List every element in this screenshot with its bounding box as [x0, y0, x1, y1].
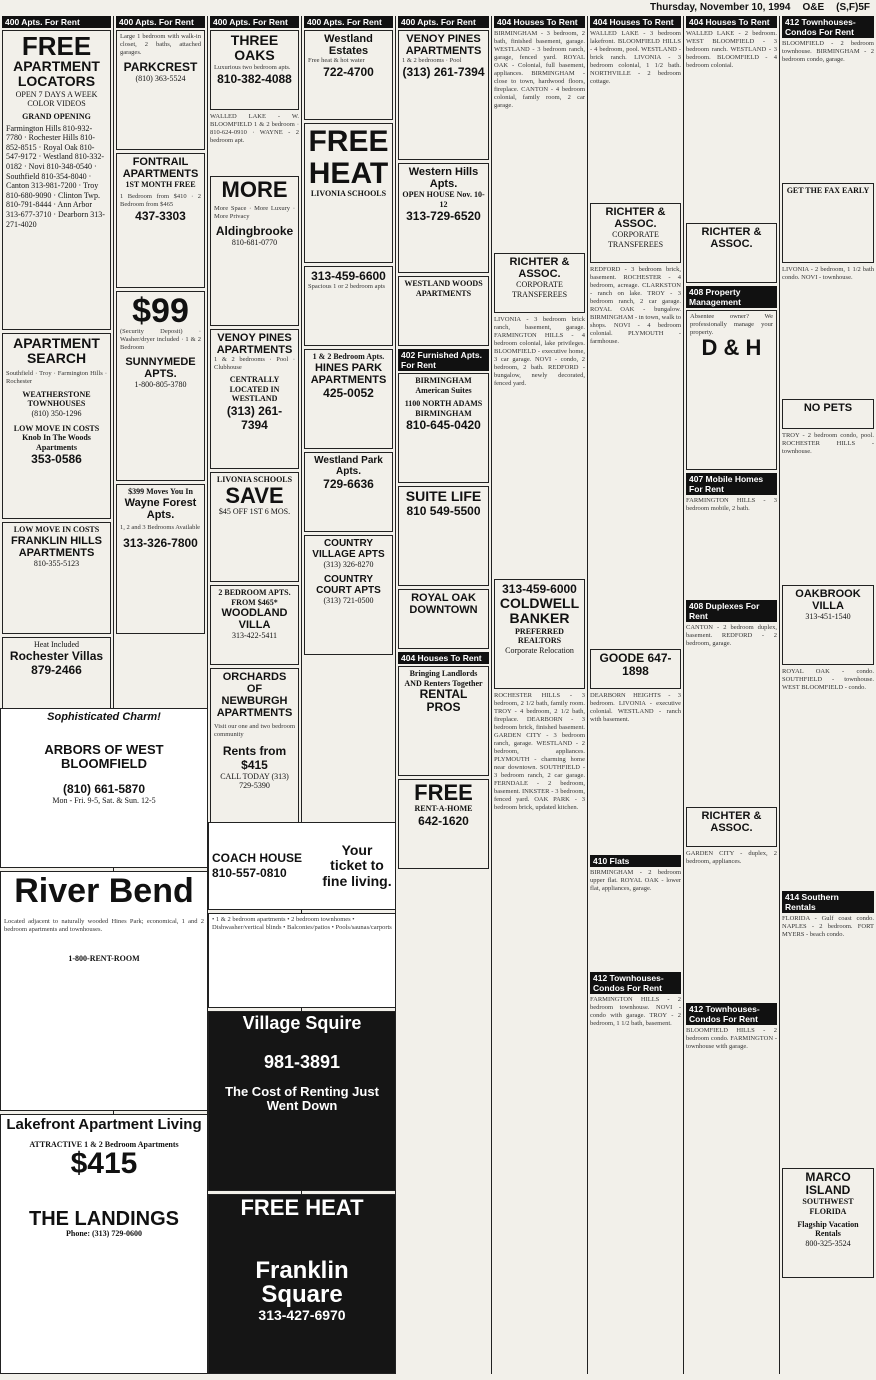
- sunnymede-price: $99: [132, 292, 189, 330]
- house-listings-5: REDFORD - 3 bedroom brick, basement. ROCHESTER - 4 bedroom, acreage. CLARKSTON - ranch on lake. TROY - 3 bedroom ranch, 2 car garage. ROYAL OAK - bungalow. BIRMINGHAM - in town, walk to shops. NOVI - 4 bedroom colonial. PLYMOUTH - farmhouse.: [590, 266, 681, 345]
- flagship-name: Flagship Vacation Rentals: [797, 1219, 859, 1239]
- venoy2-name: VENOY PINES APARTMENTS: [405, 33, 482, 58]
- condo-listings-5: ROYAL OAK - condo. SOUTHFIELD - townhouse. WEST BLOOMFIELD - condo.: [782, 668, 874, 691]
- column-3: 400 Apts. For Rent THREE OAKS Luxurious two bedroom apts. 810-382-4088 WALLED LAKE - W. BLOOMFIELD 1 & 2 bedroom · 810-624-0910 · WAYNE - 2 bedroom apt. MORE More Space · More Luxury · More Privacy Aldingbrooke 810-681-0770 VENOY PINES APARTMENTS 1 & 2 bedrooms · Pool · Clubhouse CENTRALLY LOCATED IN WESTLAND (313) 261-7394 LIVONIA SCHOOLS SAVE $45 OFF 1ST 6 MOS. 2 BEDROOM APTS. FROM $465* WOODLAND VILLA 313-422-5411 ORCHARDS OF NEWBURGH APARTMENTS Visit our one and two bedroom community Rents from $415 CALL TODAY (313) 729-5390: [208, 16, 302, 1374]
- royal-oak-heading: ROYAL OAK DOWNTOWN: [409, 592, 478, 617]
- duplex-listings-2: GARDEN CITY - duplex, 2 bedroom, appliances.: [686, 850, 777, 865]
- duplexes-header: 408 Duplexes For Rent: [686, 600, 777, 622]
- landings-phone: Phone: (313) 729-0600: [66, 1229, 142, 1239]
- livonia-save-ad: [210, 472, 299, 582]
- your-ticket: Your ticket to fine living.: [322, 841, 392, 889]
- house-listings-1: BIRMINGHAM - 3 bedroom, 2 bath, finished basement, garage. WESTLAND - 3 bedroom ranch, garage, fenced yard. ROYAL OAK - Colonial, full basement, appliances. BIRMINGHAM - close to town, hardwood floors, fireplace. CANTON - 4 bedroom colonial, family room, 2 car garage.: [494, 30, 585, 109]
- preferred-realtors: PREFERRED REALTORS: [515, 626, 564, 646]
- hines-phone: 425-0052: [323, 385, 374, 400]
- parkcrest-phone: (810) 363-5524: [135, 74, 186, 84]
- franklin-square-ad: [208, 1194, 396, 1374]
- low-move-heading: LOW MOVE IN COSTS: [13, 423, 100, 433]
- locators-heading: APARTMENT LOCATORS: [13, 58, 100, 90]
- knob-name: Knob In The Woods Apartments: [22, 433, 91, 452]
- suite-life-heading: SUITE LIFE: [405, 488, 482, 504]
- wayne-name: Wayne Forest Apts.: [124, 496, 197, 521]
- section-header: 400 Apts. For Rent: [398, 16, 489, 28]
- livonia-schools: LIVONIA SCHOOLS: [216, 475, 293, 484]
- save-heading: SAVE: [225, 482, 284, 508]
- sunnymede-phone: 1-800-805-3780: [134, 380, 187, 390]
- no-pets-heading: NO PETS: [803, 402, 853, 414]
- free-heading: FREE: [21, 31, 92, 61]
- condos-header: 412 Townhouses-Condos For Rent: [686, 1003, 777, 1025]
- rents-from: Rents from $415: [222, 744, 287, 772]
- lakefront-heading: Lakefront Apartment Living: [6, 1116, 202, 1133]
- section-header: 404 Houses To Rent: [494, 16, 585, 28]
- duplex-listings: CANTON - 2 bedroom duplex, basement. REDFORD - 2 bedroom, garage.: [686, 624, 777, 647]
- venoy-phone: (313) 261-7394: [226, 403, 283, 432]
- royal-oak-ad: [398, 589, 489, 649]
- hines-name: HINES PARK APARTMENTS: [310, 361, 387, 386]
- get-fax-ad: [782, 183, 874, 263]
- column-8: [684, 16, 780, 1374]
- oakbrook-name: OAKBROOK VILLA: [795, 588, 861, 613]
- oakbrook-ad: [782, 585, 874, 665]
- country-court-phone: (313) 721-0500: [323, 595, 374, 605]
- coldwell-phone: 313-459-6000: [502, 582, 577, 596]
- sunnymede-ad: $99 (Security Deposit) · Washer/dryer included · 1 & 2 Bedroom SUNNYMEDE APTS. 1-800-805-3780: [116, 291, 205, 481]
- lakefront-price: $415: [70, 1147, 138, 1181]
- property-mgmt-header: 408 Property Management: [686, 286, 777, 308]
- weatherstone-phone: (810) 350-1296: [31, 408, 82, 418]
- three-oaks-name: THREE OAKS: [230, 32, 279, 64]
- oakbrook-phone: 313-451-1540: [805, 612, 851, 622]
- section-header: 404 Houses To Rent: [590, 16, 681, 28]
- transferees-1: CORPORATE TRANSFEREES: [511, 280, 568, 299]
- hines-park-ad: 1 & 2 Bedroom Apts. HINES PARK APARTMENTS 425-0052: [304, 349, 393, 449]
- column-9: [780, 16, 876, 1374]
- marco-heading: MARCO ISLAND: [805, 1170, 851, 1198]
- condo-listings-4: TROY - 2 bedroom condo, pool. ROCHESTER HILLS - townhouse.: [782, 432, 874, 455]
- marco-sub: SOUTHWEST FLORIDA: [802, 1197, 854, 1216]
- riverbend-ad: River Bend Located adjacent to naturally wooded Hines Park; economical, 1 and 2 bedroom apartments and townhouses. 1-800-RENT-ROOM: [0, 871, 208, 1111]
- venoy-name: VENOY PINES APARTMENTS: [216, 332, 293, 357]
- country-village-name: COUNTRY VILLAGE APTS: [312, 538, 385, 560]
- adams-address: 1100 NORTH ADAMS BIRMINGHAM: [404, 399, 483, 418]
- marco-island-ad: [782, 1168, 874, 1278]
- orchards-name: ORCHARDS OF NEWBURGH APARTMENTS: [216, 671, 293, 720]
- apartment-search-ad: APARTMENT SEARCH Southfield · Troy · Farmington Hills · Rochester WEATHERSTONE TOWNHOUSES (810) 350-1296 LOW MOVE IN COSTS Knob In The Woods Apartments 353-0586: [2, 333, 111, 519]
- arbors-hours: Mon - Fri. 9-5, Sat. & Sun. 12-5: [52, 795, 156, 805]
- fontrail-move: 1ST MONTH FREE: [125, 180, 196, 190]
- apartment-locators-ad: [2, 30, 111, 330]
- free-heat-ad: [304, 123, 393, 263]
- country-court-name: COUNTRY COURT APTS: [316, 573, 381, 596]
- fontrail-phone: 437-3303: [135, 208, 186, 223]
- woodland-villa-ad: [210, 585, 299, 665]
- more-ad: MORE More Space · More Luxury · More Privacy Aldingbrooke 810-681-0770: [210, 176, 299, 326]
- country-village-ad: [304, 535, 393, 655]
- color-videos: COLOR VIDEOS: [27, 99, 86, 109]
- coach-house-ad: [208, 822, 396, 910]
- woodland-name: WOODLAND VILLA: [221, 607, 288, 632]
- livonia-phone: 313-459-6600: [311, 269, 386, 283]
- richter-name-1: RICHTER & ASSOC.: [509, 256, 570, 281]
- livonia-schools-2: LIVONIA SCHOOLS: [310, 189, 387, 198]
- call-today: CALL TODAY (313) 729-5390: [220, 771, 289, 791]
- townhouse-listings: FARMINGTON HILLS - 2 bedroom townhouse. NOVI - condo with garage. TROY - 2 bedroom, 1 1/2 bath, basement.: [590, 996, 681, 1027]
- masthead-section: O&E: [802, 1, 825, 13]
- masthead: [0, 0, 876, 14]
- arbors-phone: (810) 661-5870: [62, 781, 146, 796]
- mobile-header: 407 Mobile Homes For Rent: [686, 473, 777, 495]
- westland-estates-phone: 722-4700: [323, 65, 374, 80]
- american-suites-ad: [398, 373, 489, 483]
- section-header: 404 Houses To Rent: [686, 16, 777, 28]
- adams-phone: 810-645-0420: [406, 418, 481, 433]
- western-hills-phone: 313-729-6520: [406, 209, 481, 224]
- parkcrest-name: PARKCREST: [123, 60, 198, 74]
- bottom-center-ads: [208, 822, 396, 1378]
- section-header: 400 Apts. For Rent: [210, 16, 299, 28]
- southern-listings: FLORIDA - Gulf coast condo. NAPLES - 2 bedroom. FORT MYERS - beach condo.: [782, 915, 874, 938]
- riverbend-phone: 1-800-RENT-ROOM: [68, 954, 140, 963]
- westland-woods-name: WESTLAND WOODS APARTMENTS: [404, 279, 483, 298]
- get-fax-heading: GET THE FAX EARLY: [786, 186, 870, 195]
- house-listings-2: LIVONIA - 3 bedroom brick ranch, basement, garage. FARMINGTON HILLS - 4 bedroom colonial, lake privileges. BLOOMFIELD - executive home, 3 car garage. NOVI - condo, 2 bedroom, 2 bath. REDFORD - bungalow, newly decorated, fenced yard.: [494, 316, 585, 387]
- rent-a-home-ad: [398, 779, 489, 869]
- richter-name-3: RICHTER & ASSOC.: [701, 226, 762, 251]
- rental-pros-ad: [398, 666, 489, 776]
- richter-ad-3: [686, 223, 777, 283]
- village-phone: 981-3891: [263, 1051, 341, 1072]
- house-listings-3: ROCHESTER HILLS - 3 bedroom, 2 1/2 bath, family room. TROY - 4 bedroom, 2 1/2 bath, fireplace. DEARBORN - 3 bedroom brick, finished basement. GARDEN CITY - 3 bedroom ranch, garage. WESTLAND - 2 bedroom, appliances. PLYMOUTH - charming home near downtown. SOUTHFIELD - 3 bedroom ranch, 2 car garage. FERNDALE - 2 bedroom, basement. INKSTER - 3 bedroom, fenced yard. OAK PARK - 3 bedroom brick, updated kitchen.: [494, 692, 585, 811]
- sophisticated-heading: Sophisticated Charm!: [47, 711, 161, 723]
- westland-park-phone: 729-6636: [323, 477, 374, 491]
- wayne-forest-ad: $399 Moves You In Wayne Forest Apts. 1, 2 and 3 Bedrooms Available 313-326-7800: [116, 484, 205, 634]
- western-hills-ad: [398, 163, 489, 273]
- westland-estates-name: Westland Estates: [324, 33, 373, 58]
- flats-listings: BIRMINGHAM - 2 bedroom upper flat. ROYAL OAK - lower flat, appliances, garage.: [590, 869, 681, 892]
- condo-listings-2: BLOOMFIELD - 2 bedroom townhouse. BIRMINGHAM - 2 bedroom condo, garage.: [782, 40, 874, 63]
- two-bedroom: 2 BEDROOM APTS. FROM $465*: [218, 588, 291, 607]
- section-header: 400 Apts. For Rent: [304, 16, 393, 28]
- coach-house-phone: 810-557-0810: [212, 865, 287, 880]
- rental-pros-name: RENTAL PROS: [419, 687, 468, 715]
- houses-header: 404 Houses To Rent: [398, 652, 489, 664]
- condo-listings: BLOOMFIELD HILLS - 2 bedroom condo. FARMINGTON - townhouse with garage.: [686, 1027, 777, 1050]
- city-phone-list: Farmington Hills 810-932-7780 · Rochester Hills 810-852-8515 · Royal Oak 810-547-9172 · Westland 810-332-0182 · Novi 810-348-0540 · Southfield 810-354-8040 · Canton 313-981-7200 · Troy 810-680-9090 · Clinton Twp. 810-791-8444 · Ann Arbor 313-677-3710 · Dearborn 313-271-4020: [6, 123, 105, 229]
- arbors-ad: [0, 708, 208, 868]
- dh-ad: Absentee owner? We professionally manage your property. D & H: [686, 310, 777, 470]
- apartment-search-heading: APARTMENT SEARCH: [13, 335, 100, 367]
- landings-name: THE LANDINGS: [29, 1208, 179, 1231]
- save-sub: $45 OFF 1ST 6 MOS.: [218, 506, 291, 516]
- southern-header: 414 Southern Rentals: [782, 891, 874, 913]
- rent-a-home-name: RENT-A-HOME: [414, 804, 473, 813]
- village-tag: The Cost of Renting Just Went Down: [225, 1083, 379, 1114]
- lakefront-ad: [0, 1114, 208, 1374]
- flats-header: 410 Flats: [590, 855, 681, 867]
- westland-park-name: Westland Park Apts.: [314, 455, 383, 477]
- section-header: 412 Townhouses-Condos For Rent: [782, 16, 874, 38]
- bottom-left-ads: [0, 708, 208, 1380]
- coach-house-name: COACH HOUSE: [212, 851, 303, 866]
- open-days: OPEN 7 DAYS A WEEK: [15, 89, 98, 99]
- grand-opening: GRAND OPENING: [22, 111, 91, 121]
- western-hills-name: Western Hills Apts.: [408, 166, 479, 191]
- furnished-header: 402 Furnished Apts. For Rent: [398, 349, 489, 371]
- open-house: OPEN HOUSE Nov. 10-12: [402, 190, 485, 209]
- richter-ad-4: [686, 807, 777, 847]
- riverbend-name: River Bend: [14, 872, 194, 910]
- dh-name: D & H: [701, 335, 762, 360]
- three-oaks-ad: THREE OAKS Luxurious two bedroom apts. 810-382-4088: [210, 30, 299, 110]
- venoy-pines-ad: VENOY PINES APARTMENTS 1 & 2 bedrooms · Pool · Clubhouse CENTRALLY LOCATED IN WESTLAND (313) 261-7394: [210, 329, 299, 469]
- coldwell-sub: Corporate Relocation: [505, 645, 574, 655]
- suite-life-ad: [398, 486, 489, 586]
- attractive-heading: ATTRACTIVE 1 & 2 Bedroom Apartments: [29, 1139, 179, 1149]
- wayne-move: $399 Moves You In: [128, 487, 193, 496]
- richter-name-4: RICHTER & ASSOC.: [701, 810, 762, 835]
- franklin-phone: 810-355-5123: [33, 558, 80, 568]
- aldingbrooke-phone: 810-681-0770: [231, 238, 278, 248]
- sunnymede-name: SUNNYMEDE APTS.: [125, 356, 196, 381]
- franklin-hills-ad: [2, 522, 111, 634]
- aldingbrooke-name: Aldingbrooke: [215, 224, 294, 238]
- westland-park-ad: [304, 452, 393, 532]
- masthead-page: (S,F)5F: [836, 1, 870, 13]
- village-squire-ad: [208, 1011, 396, 1191]
- woodland-phone: 313-422-5411: [231, 631, 278, 641]
- knob-phone: 353-0586: [31, 452, 82, 467]
- livonia-phone-ad: 313-459-6600 Spacious 1 or 2 bedroom apts: [304, 266, 393, 346]
- fontrail-ad: FONTRAIL APARTMENTS 1ST MONTH FREE 1 Bedroom from $410 · 2 Bedroom from $465 437-3303: [116, 153, 205, 288]
- free-heat-heading: FREE HEAT: [308, 125, 389, 190]
- goode-name: GOODE 647-1898: [599, 651, 672, 679]
- venoy-pines-ad-2: VENOY PINES APARTMENTS 1 & 2 bedrooms · Pool (313) 261-7394: [398, 30, 489, 160]
- venoy2-phone: (313) 261-7394: [402, 65, 485, 80]
- richter-name-2: RICHTER & ASSOC.: [605, 206, 666, 231]
- masthead-date: Thursday, November 10, 1994: [650, 1, 791, 13]
- rent-a-home-phone: 642-1620: [418, 813, 469, 828]
- transferees-2: CORPORATE TRANSFEREES: [607, 230, 664, 249]
- column-7: [588, 16, 684, 1374]
- heat-included: Heat Included: [33, 640, 80, 649]
- fontrail-name: FONTRAIL APARTMENTS: [122, 156, 199, 181]
- franklin-name: FRANKLIN HILLS APARTMENTS: [10, 534, 103, 559]
- flagship-phone: 800-325-3524: [805, 1238, 851, 1248]
- three-oaks-phone: 810-382-4088: [217, 71, 292, 86]
- bringing-landlords: Bringing Landlords AND Renters Together: [404, 669, 483, 688]
- richter-ad-2: [590, 203, 681, 263]
- franklin-square-name: Franklin Square: [255, 1257, 349, 1308]
- parkcrest-ad: Large 1 bedroom with walk-in closet, 2 baths, attached garages. PARKCREST (810) 363-5524: [116, 30, 205, 150]
- no-pets-ad: [782, 399, 874, 429]
- mobile-listings: FARMINGTON HILLS - 3 bedroom mobile, 2 bath.: [686, 497, 777, 512]
- country-village-phone: (313) 326-8270: [323, 560, 374, 569]
- village-squire-name: Village Squire: [242, 1013, 362, 1033]
- house-listings-4: WALLED LAKE - 3 bedroom lakefront. BLOOMFIELD HILLS - 4 bedroom, pool. WESTLAND - brick ranch. LIVONIA - 3 bedroom colonial, 1 1/2 bath. NORTHVILLE - 2 bedroom cottage.: [590, 30, 681, 85]
- orchards-ad: ORCHARDS OF NEWBURGH APARTMENTS Visit our one and two bedroom community Rents from $415 CALL TODAY (313) 729-5390: [210, 668, 299, 858]
- rochester-phone: 879-2466: [31, 662, 82, 677]
- low-move-heading-2: LOW MOVE IN COSTS: [13, 525, 100, 534]
- more-heading: MORE: [221, 177, 288, 202]
- goode-ad: [590, 649, 681, 689]
- condo-listings-3: LIVONIA - 2 bedroom, 1 1/2 bath condo. NOVI - townhouse.: [782, 266, 874, 281]
- richter-ad-1: [494, 253, 585, 313]
- rochester-name: Rochester Villas: [9, 648, 104, 663]
- free-heading-2: FREE: [414, 780, 473, 805]
- wayne-phone: 313-326-7800: [123, 535, 198, 550]
- section-header: 400 Apts. For Rent: [116, 16, 205, 28]
- venoy-location: CENTRALLY LOCATED IN WESTLAND: [229, 375, 280, 404]
- column-5: [396, 16, 492, 1374]
- franklin-square-phone: 313-427-6970: [258, 1307, 346, 1323]
- coldwell-banker-ad: [494, 579, 585, 689]
- weatherstone-name: WEATHERSTONE TOWNHOUSES: [22, 389, 91, 409]
- house-listings-7: WALLED LAKE - 2 bedroom. WEST BLOOMFIELD - 3 bedroom ranch. WESTLAND - 3 bedroom. BLOOMFIELD - 4 bedroom colonial.: [686, 30, 777, 69]
- coldwell-name: COLDWELL BANKER: [499, 595, 580, 627]
- apartment-features-ad: • 1 & 2 bedroom apartments • 2 bedroom townhomes • Dishwasher/vertical blinds • Balconies/patios • Pools/saunas/carports: [208, 913, 396, 1008]
- free-heat-banner: FREE HEAT: [240, 1195, 364, 1220]
- house-listings-6: DEARBORN HEIGHTS - 3 bedroom. LIVONIA - executive colonial. WESTLAND - ranch with basement.: [590, 692, 681, 723]
- westland-estates-ad: Westland Estates Free heat & hot water 722-4700: [304, 30, 393, 120]
- townhouses-header: 412 Townhouses-Condos For Rent: [590, 972, 681, 994]
- westland-woods-ad: [398, 276, 489, 346]
- birmingham-suites: BIRMINGHAM American Suites: [415, 376, 472, 395]
- arbors-name: ARBORS OF WEST BLOOMFIELD: [44, 742, 164, 772]
- section-header: 400 Apts. For Rent: [2, 16, 111, 28]
- column-6: [492, 16, 588, 1374]
- suite-life-phone: 810 549-5500: [406, 504, 481, 519]
